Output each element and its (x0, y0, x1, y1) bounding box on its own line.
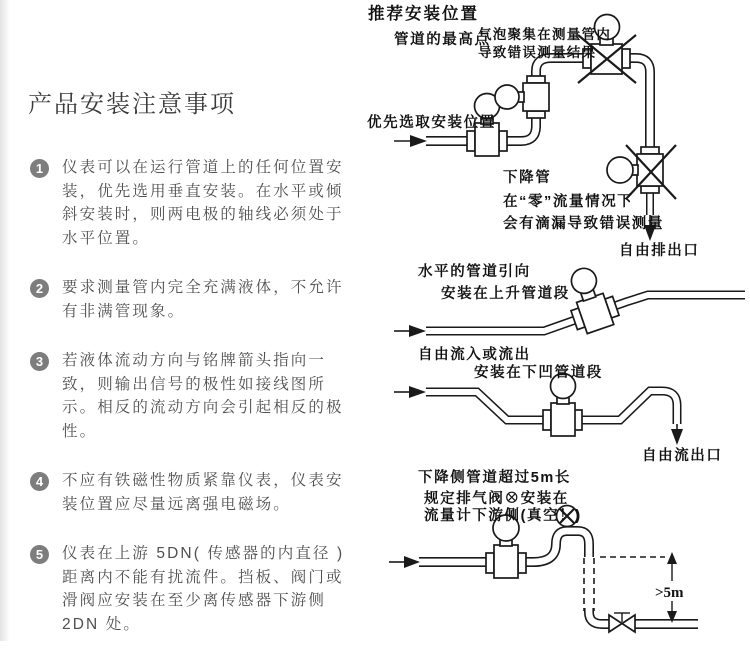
flow-arrow (394, 386, 426, 398)
label-zero-flow-2: 会有滴漏导致错误测量 (503, 216, 664, 232)
label-free-outflow: 自由流出口 (642, 448, 723, 464)
diagram-recommended-position (367, 15, 700, 260)
flow-arrow (394, 135, 427, 147)
dimension-5m (600, 552, 684, 623)
flowmeter-sag-section (543, 374, 582, 437)
label-dim-5m: >5m (655, 585, 684, 601)
label-horizontal-title: 水平的管道引向 (418, 264, 531, 280)
label-freeflow-title: 自由流入或流出 (418, 347, 531, 363)
label-bubble-note-2: 导致错误测量结果 (478, 45, 597, 60)
label-freeflow-sub: 安装在下凹管道段 (474, 365, 603, 381)
diagram-horizontal-run (394, 262, 745, 337)
label-highest-point: 管道的最高点 (394, 32, 491, 48)
diagram-free-flow (394, 345, 723, 464)
label-preferred-position: 优先选取安装位置 (367, 115, 496, 131)
flowmeter-crossed-down-pipe (607, 145, 676, 199)
page-title: 产品安装注意事项 (28, 91, 236, 118)
page-edge-shade (0, 0, 10, 641)
note-item-2 (28, 276, 352, 323)
note-item-1 (28, 156, 352, 250)
note-number-badge: 4 (30, 472, 49, 491)
note-text: 仪表在上游 5DN( 传感器的内直径 ) 距离内不能有扰流件。挡板、阀门或滑阀应安装在至少离传感器下游侧 2DN 处。 (62, 545, 345, 633)
installation-diagrams (355, 0, 750, 641)
note-item-5 (28, 542, 352, 636)
flow-arrow (389, 556, 420, 568)
label-downside-line2: 流量计下游侧(真空！) (424, 508, 582, 524)
diagram-downside-over-5m (389, 468, 698, 632)
label-downside-title: 下降侧管道超过5m长 (418, 470, 571, 486)
note-text: 不应有铁磁性物质紧靠仪表，仪表安装位置应尽量远离强电磁场。 (62, 472, 344, 513)
note-text: 若液体流动方向与铭牌箭头指向一致，则输出信号的极性如接线图所示。相反的流动方向会引起相反的极性。 (62, 352, 344, 440)
label-zero-flow-1: 在“零”流量情况下 (503, 194, 634, 210)
note-item-3 (28, 349, 352, 443)
flowmeter-vertical-riser (495, 76, 549, 118)
note-number-badge: 3 (30, 352, 49, 371)
label-free-discharge-outlet: 自由排出口 (619, 243, 700, 259)
label-bubble-note-1: 气泡聚集在测量管内 (478, 27, 612, 42)
label-down-pipe: 下降管 (503, 170, 552, 186)
flowmeter-upstream (486, 515, 526, 578)
note-text: 仪表可以在运行管道上的任何位置安装，优先选用垂直安装。在水平或倾斜安装时，则两电极的轴线必须处于水平位置。 (62, 159, 344, 247)
label-downside-line1: 规定排气阀⊗安装在 (424, 491, 569, 507)
pipe-run (419, 531, 698, 624)
label-horizontal-sub: 安装在上升管道段 (441, 286, 570, 302)
note-number-badge: 2 (30, 279, 49, 298)
outflow-arrow (671, 424, 683, 445)
shutoff-valve-icon (609, 613, 635, 632)
flow-arrow (394, 325, 426, 337)
notes-column (28, 84, 352, 662)
note-number-badge: 5 (30, 545, 49, 564)
diagrams-heading: 推荐安装位置 (368, 5, 479, 23)
note-item-4 (28, 469, 352, 516)
note-number-badge: 1 (30, 159, 49, 178)
note-text: 要求测量管内完全充满液体，不允许有非满管现象。 (62, 279, 344, 320)
